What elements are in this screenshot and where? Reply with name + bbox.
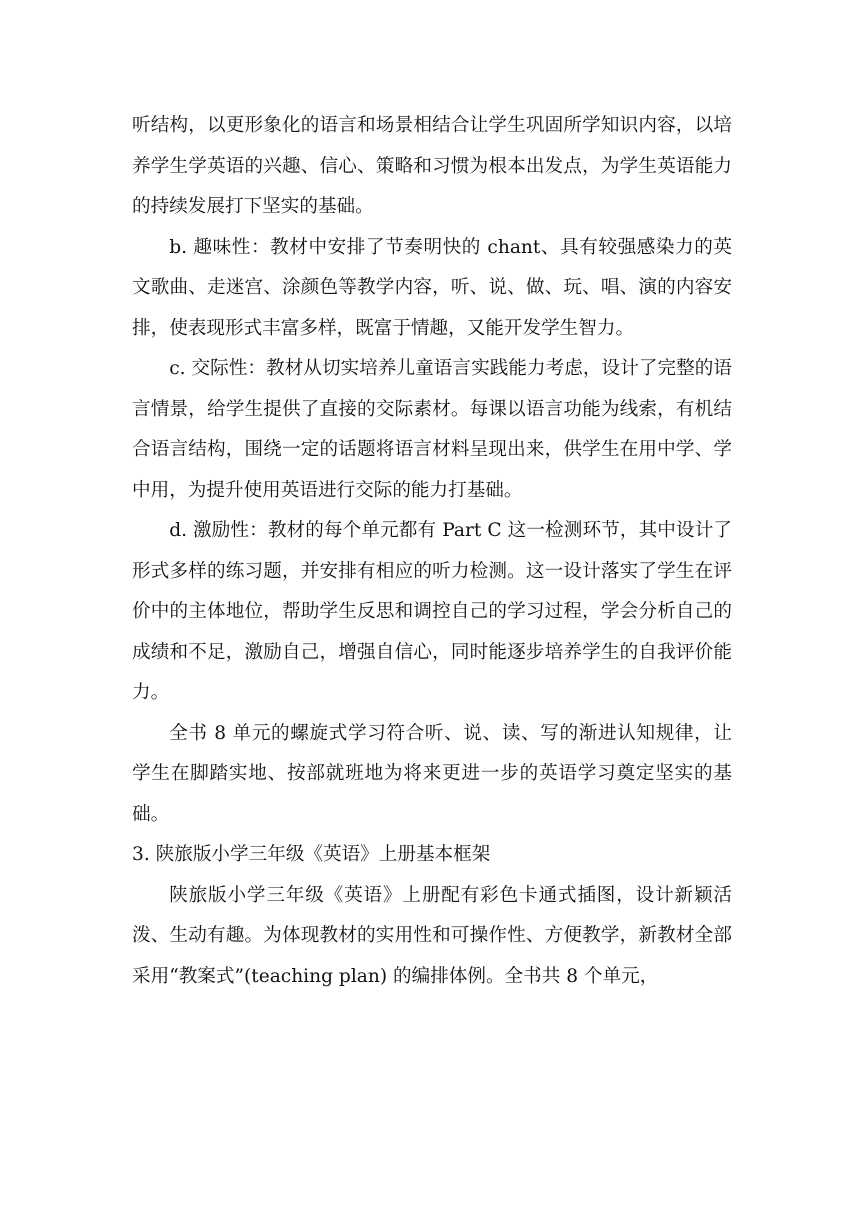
- paragraph-interest: b. 趣味性：教材中安排了节奏明快的 chant、具有较强感染力的英文歌曲、走迷宫、涂颜色等教学内容，听、说、做、玩、唱、演的内容安排，使表现形式丰富多样，既富于情趣，又能开发学生智力。: [132, 236, 732, 339]
- paragraph-motivation: d. 激励性：教材的每个单元都有 Part C 这一检测环节，其中设计了形式多样的练习题，并安排有相应的听力检测。这一设计落实了学生在评价中的主体地位，帮助学生反思和调控自己的学习过程，学会分析自己的成绩和不足，激励自己，增强自信心，同时能逐步培养学生的自我评价能力。: [132, 520, 732, 703]
- paragraph-structure-continuation: 听结构，以更形象化的语言和场景相结合让学生巩固所学知识内容，以培养学生学英语的兴趣、信心、策略和习惯为根本出发点，为学生英语能力的持续发展打下坚实的基础。: [132, 115, 732, 217]
- paragraph-framework-description: 陕旅版小学三年级《英语》上册配有彩色卡通式插图，设计新颖活泼、生动有趣。为体现教材的实用性和可操作性、方便教学，新教材全部采用“教案式”(teaching plan) 的编排体例。全书共 8 个单元，: [132, 884, 732, 987]
- paragraph-spiral-learning: 全书 8 单元的螺旋式学习符合听、说、读、写的渐进认知规律，让学生在脚踏实地、按部就班地为将来更进一步的英语学习奠定坚实的基础。: [132, 722, 732, 825]
- paragraph-communication: c. 交际性：教材从切实培养儿童语言实践能力考虑，设计了完整的语言情景，给学生提供了直接的交际素材。每课以语言功能为线索，有机结合语言结构，围绕一定的话题将语言材料呈现出来，供学生在用中学、学中用，为提升使用英语进行交际的能力打基础。: [132, 358, 732, 501]
- document-body: [132, 106, 732, 997]
- section-heading-framework: 3. 陕旅版小学三年级《英语》上册基本框架: [132, 844, 491, 865]
